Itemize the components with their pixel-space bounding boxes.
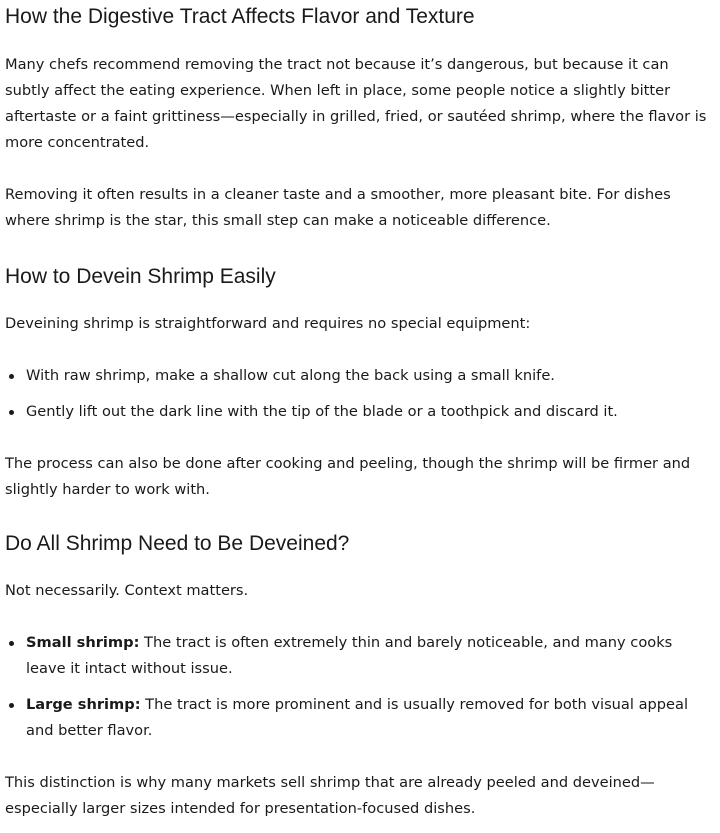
- paragraph-howto-outro: The process can also be done after cooking and peeling, though the shrimp will be firmer and slightly harder to work with.: [5, 455, 691, 498]
- list-item: [26, 630, 710, 682]
- shrimp-size-list: [5, 630, 710, 744]
- list-item: Gently lift out the dark line with the tip of the blade or a toothpick and discard it.: [26, 399, 710, 425]
- list-item: [26, 692, 710, 744]
- section-heading-flavor: How the Digestive Tract Affects Flavor and Texture: [5, 5, 475, 28]
- paragraph-flavor-1: Many chefs recommend removing the tract not because it’s dangerous, but because it can subtly affect the eating experience. When left in place, some people notice a slightly bitter aftertaste or a faint grittiness—especially in grilled, fried, or sautéed shrimp, where the flavor is more concentrated.: [5, 56, 707, 151]
- list-item-text: The tract is more prominent and is usually removed for both visual appeal and better flavor.: [26, 696, 689, 739]
- list-item-term: Large shrimp:: [26, 696, 141, 713]
- list-item: With raw shrimp, make a shallow cut along the back using a small knife.: [26, 363, 710, 389]
- section-heading-needed: Do All Shrimp Need to Be Deveined?: [5, 532, 350, 555]
- paragraph-howto-intro: Deveining shrimp is straightforward and requires no special equipment:: [5, 315, 531, 332]
- list-item-term: Small shrimp:: [26, 634, 140, 651]
- howto-steps-list: [5, 363, 710, 425]
- list-item-text: The tract is often extremely thin and barely noticeable, and many cooks leave it intact without issue.: [26, 634, 673, 677]
- section-heading-howto: How to Devein Shrimp Easily: [5, 265, 276, 288]
- paragraph-needed-intro: Not necessarily. Context matters.: [5, 582, 249, 599]
- paragraph-flavor-2: Removing it often results in a cleaner taste and a smoother, more pleasant bite. For dishes where shrimp is the star, this small step can make a noticeable difference.: [5, 186, 671, 229]
- paragraph-needed-outro: This distinction is why many markets sell shrimp that are already peeled and deveined—especially larger sizes intended for presentation-focused dishes.: [5, 774, 655, 817]
